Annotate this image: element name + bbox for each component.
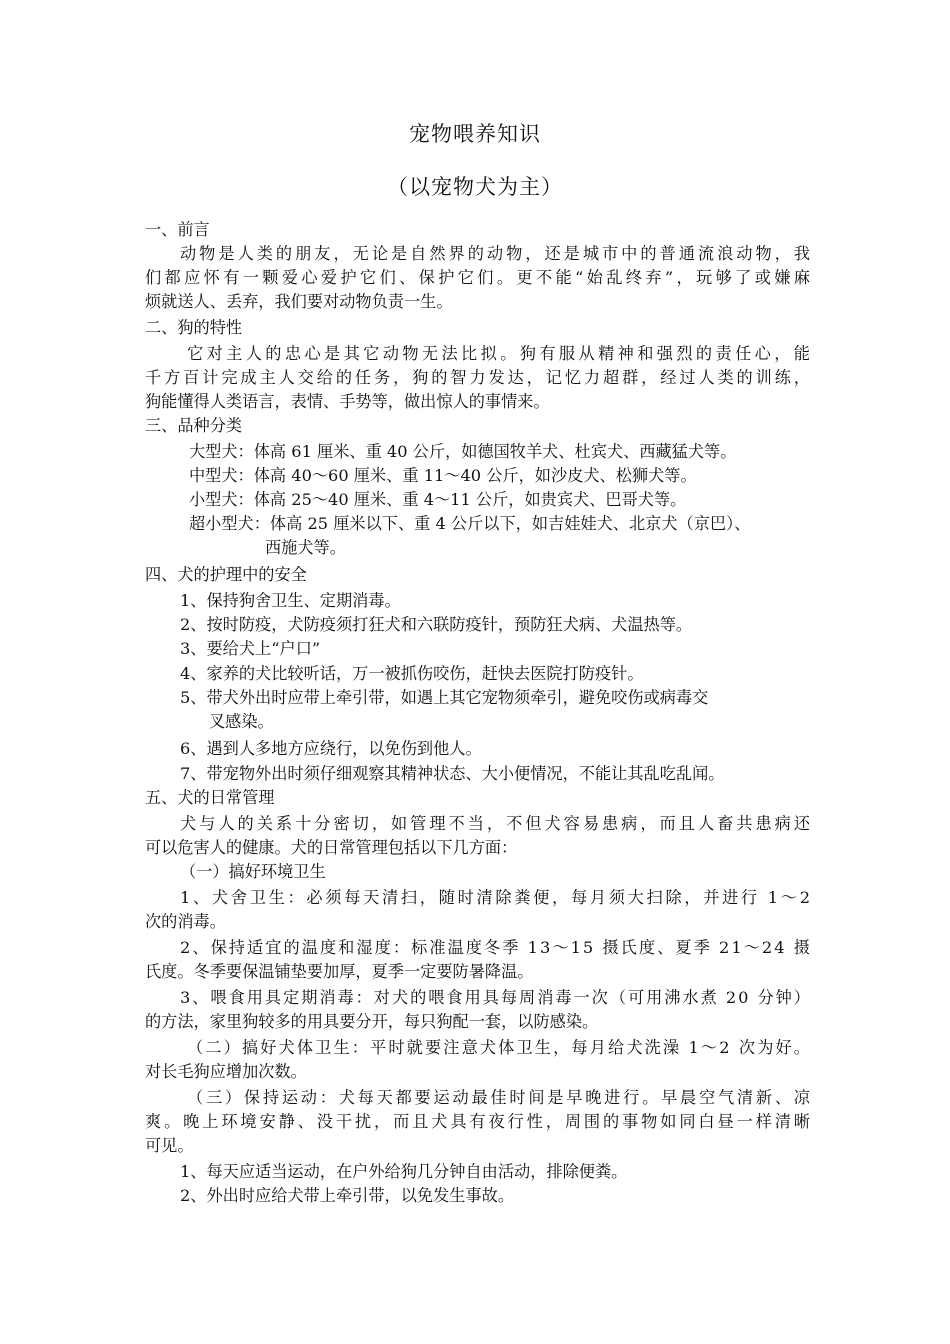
paragraph-line: 可见。	[145, 1136, 194, 1155]
paragraph-line: 的方法，家里狗较多的用具要分开，每只狗配一套，以防感染。	[145, 1012, 599, 1031]
paragraph-line: 可以危害人的健康。犬的日常管理包括以下几方面：	[145, 838, 518, 857]
paragraph-line: 爽。晚上环境安静、没干扰，而且犬具有夜行性，周围的事物如同白昼一样清晰	[145, 1112, 813, 1131]
document-subtitle: （以宠物犬为主）	[387, 175, 563, 199]
breed-small: 小型犬：体高 25～40 厘米、重 4～11 公斤，如贵宾犬、巴哥犬等。	[189, 490, 687, 509]
paragraph-line: 次的消毒。	[145, 912, 226, 931]
paragraph-line: 1、犬舍卫生：必须每天清扫，随时清除粪便，每月须大扫除，并进行 1～2	[180, 888, 813, 907]
section-heading: 五、犬的日常管理	[145, 788, 275, 807]
list-item: 1、每天应适当运动，在户外给狗几分钟自由活动，排除便粪。	[180, 1162, 628, 1181]
list-item: 6、遇到人多地方应绕行，以免伤到他人。	[180, 739, 482, 758]
paragraph-line: 狗能懂得人类语言，表情、手势等，做出惊人的事情来。	[145, 392, 550, 411]
paragraph-line: 犬与人的关系十分密切，如管理不当，不但犬容易患病，而且人畜共患病还	[180, 814, 813, 833]
paragraph-line: （三）保持运动：犬每天都要运动最佳时间是早晚进行。早晨空气清新、凉	[187, 1088, 813, 1107]
paragraph-line: 3、喂食用具定期消毒：对犬的喂食用具每周消毒一次（可用沸水煮 20 分钟）	[180, 988, 812, 1007]
document-title: 宠物喂养知识	[409, 122, 541, 146]
section-heading: 一、前言	[145, 220, 210, 239]
breed-medium: 中型犬：体高 40～60 厘米、重 11～40 公斤，如沙皮犬、松狮犬等。	[189, 466, 697, 485]
section-heading: 四、犬的护理中的安全	[145, 565, 307, 584]
paragraph-line: 千方百计完成主人交给的任务，狗的智力发达，记忆力超群，经过人类的训练，	[145, 368, 813, 387]
paragraph-line: 烦就送人、丢弃，我们要对动物负责一生。	[145, 292, 453, 311]
list-item: 2、外出时应给犬带上牵引带，以免发生事故。	[180, 1186, 515, 1205]
list-item: 5、带犬外出时应带上牵引带，如遇上其它宠物须牵引，避免咬伤或病毒交	[180, 688, 709, 707]
list-item: 2、按时防疫，犬防疫须打狂犬和六联防疫针，预防狂犬病、犬温热等。	[180, 615, 693, 634]
breed-toy: 超小型犬：体高 25 厘米以下、重 4 公斤以下，如吉娃娃犬、北京犬（京巴）、	[189, 514, 751, 533]
list-item-continued: 叉感染。	[209, 712, 274, 731]
paragraph-line: 2、保持适宜的温度和湿度：标准温度冬季 13～15 摄氏度、夏季 21～24 摄	[180, 938, 813, 957]
section-heading: 三、品种分类	[145, 416, 243, 435]
paragraph-line: 们都应怀有一颗爱心爱护它们、保护它们。更不能“始乱终弃”，玩够了或嫌麻	[145, 268, 814, 287]
breed-toy-continued: 西施犬等。	[265, 538, 346, 557]
paragraph-line: （二）搞好犬体卫生：平时就要注意犬体卫生，每月给犬洗澡 1～2 次为好。	[187, 1038, 813, 1057]
list-item: 4、家养的犬比较听话，万一被抓伤咬伤，赶快去医院打防疫针。	[180, 664, 644, 683]
paragraph-line: 对长毛狗应增加次数。	[145, 1062, 307, 1081]
paragraph-line: 氏度。冬季要保温铺垫要加厚，夏季一定要防暑降温。	[145, 962, 534, 981]
list-item: 3、要给犬上“户口”	[180, 639, 321, 658]
paragraph-line: 它对主人的忠心是其它动物无法比拟。狗有服从精神和强烈的责任心，能	[187, 344, 814, 363]
list-item: 1、保持狗舍卫生、定期消毒。	[180, 591, 401, 610]
subsection-heading: （一）搞好环境卫生	[180, 862, 326, 881]
breed-large: 大型犬：体高 61 厘米、重 40 公斤，如德国牧羊犬、杜宾犬、西藏猛犬等。	[189, 442, 737, 461]
paragraph-line: 动物是人类的朋友，无论是自然界的动物，还是城市中的普通流浪动物，我	[180, 244, 813, 263]
list-item: 7、带宠物外出时须仔细观察其精神状态、大小便情况，不能让其乱吃乱闻。	[180, 764, 725, 783]
section-heading: 二、狗的特性	[145, 318, 243, 337]
